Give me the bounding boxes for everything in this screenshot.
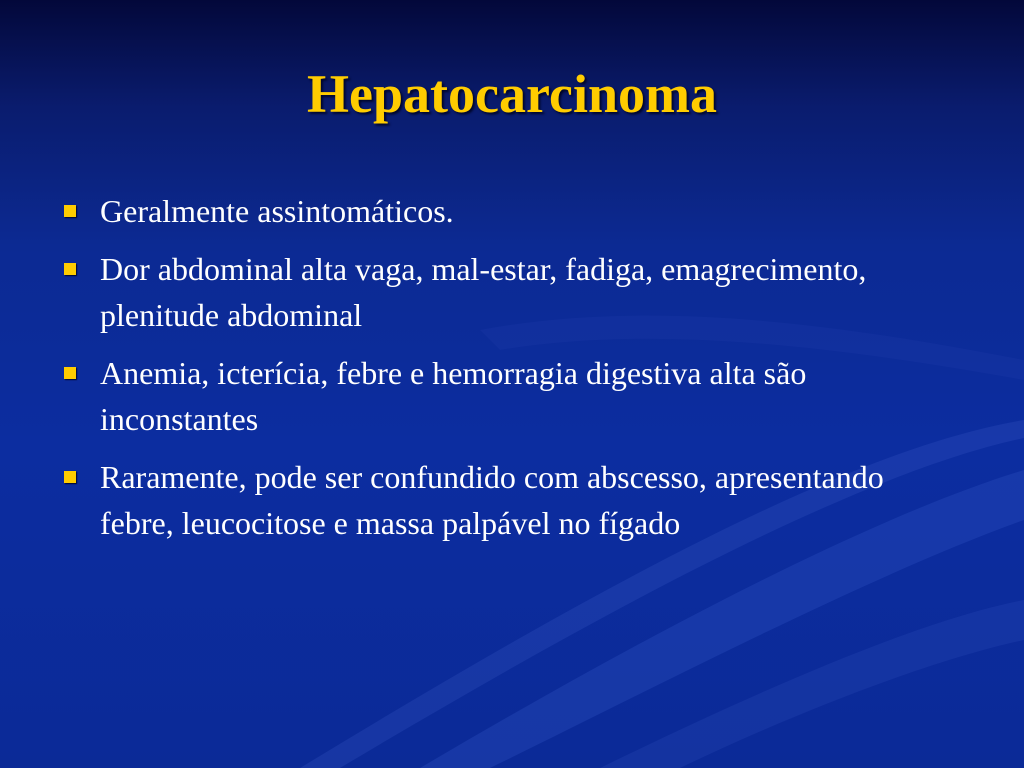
slide-title: Hepatocarcinoma (307, 64, 717, 124)
bullet-text: Dor abdominal alta vaga, mal-estar, fadiga, emagrecimento, plenitude abdominal (100, 251, 867, 333)
bullet-item (62, 350, 962, 442)
bullet-item (62, 454, 962, 546)
bullet-list (62, 188, 962, 558)
yellow-square-bullet-icon (64, 263, 76, 275)
yellow-square-bullet-icon (64, 205, 76, 217)
bullet-text: Geralmente assintomáticos. (100, 193, 454, 229)
bullet-text: Anemia, icterícia, febre e hemorragia digestiva alta são inconstantes (100, 355, 807, 437)
bullet-item (62, 188, 962, 234)
bullet-text: Raramente, pode ser confundido com abscesso, apresentando febre, leucocitose e massa palpável no fígado (100, 459, 884, 541)
bullet-item (62, 246, 962, 338)
yellow-square-bullet-icon (64, 367, 76, 379)
yellow-square-bullet-icon (64, 471, 76, 483)
